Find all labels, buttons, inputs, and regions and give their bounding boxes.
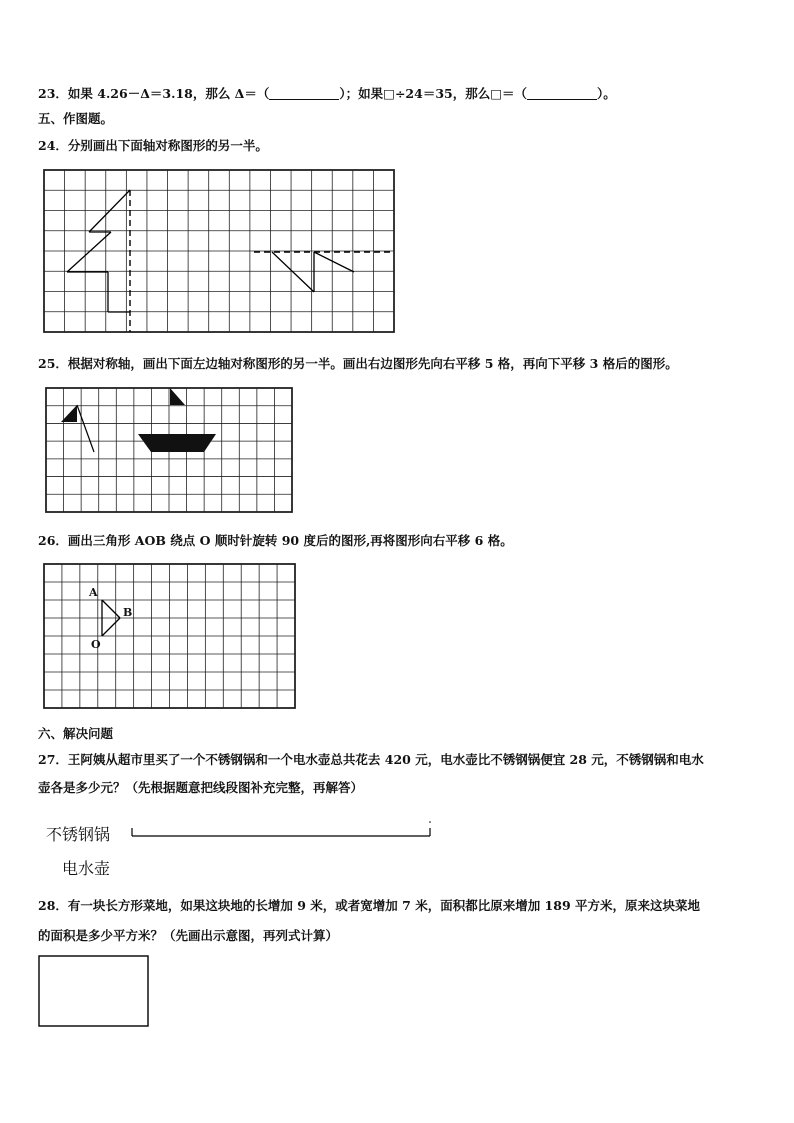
q23-suffix: ）。 — [597, 86, 616, 101]
point-b-label: B — [123, 606, 133, 619]
question-24: 24．分别画出下面轴对称图形的另一半。 — [38, 138, 268, 153]
question-27-line2: 壶各是多少元？（先根据题意把线段图补充完整，再解答） — [38, 780, 364, 795]
label-stainless-pot: 不锈钢锅 — [46, 825, 111, 844]
question-26: 26．画出三角形 AOB 绕点 O 顺时针旋转 90 度后的图形,再将图形向右平移 6 格。 — [38, 533, 513, 548]
question-28-line2: 的面积是多少平方米？（先画出示意图，再列式计算） — [38, 928, 339, 943]
question-25: 25．根据对称轴，画出下面左边轴对称图形的另一半。画出右边图形先向右平移 5 格，再向下平移 3 格后的图形。 — [38, 356, 678, 371]
q23-mid: ）；如果□÷24＝35，那么□＝（ — [339, 86, 528, 101]
section-6-heading: 六、解决问题 — [38, 726, 114, 741]
section-5-heading: 五、作图题。 — [38, 111, 114, 126]
point-o-label: O — [91, 638, 101, 651]
q23-prefix: 23．如果 4.26－Δ＝3.18，那么 Δ＝（ — [38, 86, 270, 101]
label-electric-kettle: 电水壶 — [62, 859, 111, 878]
question-27-line1: 27．王阿姨从超市里买了一个不锈钢锅和一个电水壶总共花去 420 元，电水壶比不锈钢锅便宜 28 元，不锈钢锅和电水 — [38, 752, 704, 767]
question-28-line1: 28．有一块长方形菜地，如果这块地的长增加 9 米，或者宽增加 7 米，面积都比原来增加 189 平方米，原来这块菜地 — [38, 898, 700, 913]
point-a-label: A — [89, 586, 98, 599]
